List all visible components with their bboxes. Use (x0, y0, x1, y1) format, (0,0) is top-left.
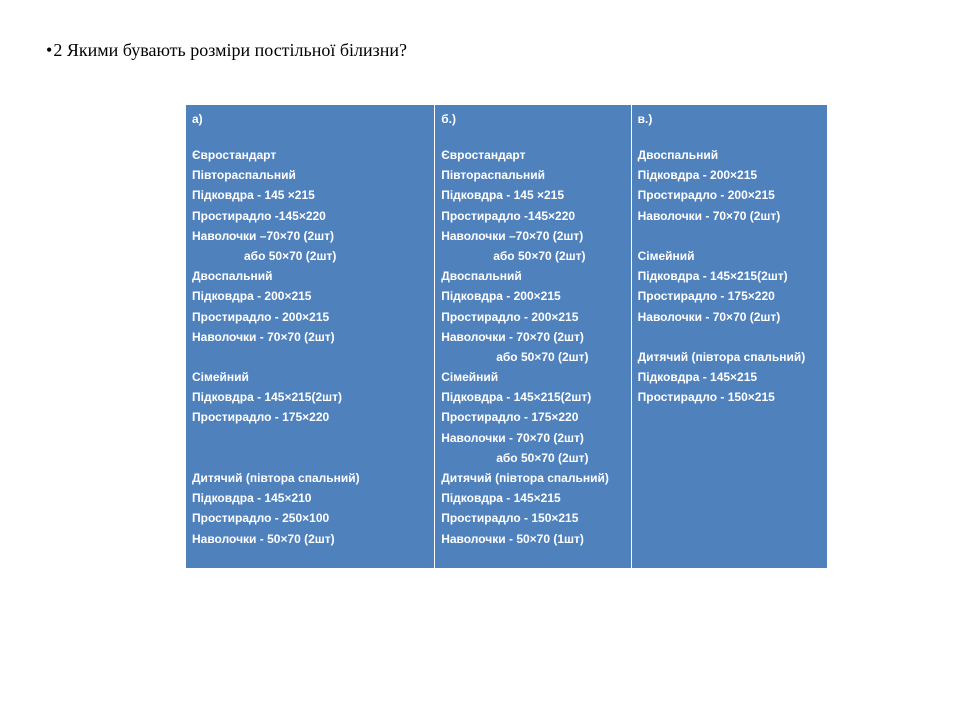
table-line: Сімейний (192, 370, 249, 385)
table-line: Наволочки –70×70 (2шт) (192, 228, 335, 243)
table-line: Підковдра - 145×215(2шт) (637, 269, 788, 284)
column-lines (441, 145, 630, 549)
table-line: Двоспальний (637, 148, 719, 162)
table-line: або 50×70 (2шт) (496, 349, 589, 364)
table-line (192, 428, 434, 448)
table-line: Наволочки - 50×70 (2шт) (192, 531, 335, 546)
table-line: Простирадло - 200×215 (441, 309, 579, 324)
table-line: Сімейний (441, 370, 499, 385)
table-line: Підковдра - 200×215 (637, 168, 758, 183)
table-line: Підковдра - 200×215 (441, 289, 561, 304)
column-c (632, 105, 827, 568)
table-line: Підковдра - 145×215 (441, 491, 561, 506)
bullet-glyph: • (46, 40, 53, 60)
table-line: або 50×70 (2шт) (496, 450, 589, 465)
table-line: Підковдра - 145 ×215 (192, 188, 315, 203)
table-line: Підковдра - 145 ×215 (441, 188, 565, 203)
table-line (638, 226, 827, 246)
table-line (192, 448, 434, 468)
column-header: а) (192, 112, 203, 126)
table-line: Простирадло - 175×220 (637, 289, 775, 304)
table-line: Простирадло - 250×100 (192, 511, 330, 526)
table-line: або 50×70 (2шт) (244, 248, 337, 263)
table-line: Простирадло - 150×215 (441, 511, 579, 526)
table-line (638, 327, 827, 347)
table-line: Двоспальний (192, 269, 273, 284)
table-line: Простирадло - 175×220 (192, 410, 330, 425)
table-line: Дитячий (півтора спальний) (192, 471, 360, 485)
table-line: Дитячий (півтора спальний) (441, 471, 609, 485)
table-line: Простирадло - 150×215 (637, 390, 775, 405)
column-header: в.) (637, 112, 653, 126)
column-lines (638, 145, 827, 407)
table-line: Простирадло - 200×215 (637, 188, 775, 203)
table-line (192, 347, 434, 367)
table-line: Простирадло -145×220 (441, 208, 576, 223)
table-line: Євростандарт (441, 148, 526, 162)
table-line: Двоспальний (441, 269, 522, 284)
table-line: Підковдра - 145×215(2шт) (441, 390, 592, 405)
table-line: Простирадло - 175×220 (441, 410, 579, 425)
table-line: Півтораспальний (441, 168, 546, 183)
table-line: Підковдра - 145×215 (637, 370, 758, 385)
title-text: 2 Якими бувають розміри постільної білизни? (53, 40, 408, 60)
table-line: Підковдра - 145×210 (192, 491, 312, 506)
table-line: Дитячий (півтора спальний) (637, 349, 806, 364)
table-line: або 50×70 (2шт) (493, 248, 586, 263)
table-line: Наволочки - 50×70 (1шт) (441, 531, 584, 546)
table-line: Підковдра - 145×215(2шт) (192, 390, 343, 405)
table-line: Півтораспальний (192, 168, 296, 183)
table-line: Наволочки - 70×70 (2шт) (637, 208, 781, 223)
column-lines (192, 145, 434, 549)
table-line: Простирадло - 200×215 (192, 309, 330, 324)
table-line: Наволочки - 70×70 (2шт) (637, 309, 781, 324)
table-line: Наволочки –70×70 (2шт) (441, 228, 584, 243)
table-line: Простирадло -145×220 (192, 208, 326, 223)
bedding-sizes-table (185, 104, 828, 569)
table-line: Наволочки - 70×70 (2шт) (192, 329, 335, 344)
column-b (435, 105, 631, 568)
column-a (186, 105, 435, 568)
table-line: Євростандарт (192, 148, 277, 162)
table-line: Наволочки - 70×70 (2шт) (441, 329, 584, 344)
column-header: б.) (441, 112, 456, 126)
slide-title (46, 40, 407, 61)
table-line: Наволочки - 70×70 (2шт) (441, 430, 584, 445)
table-line: Сімейний (637, 248, 695, 263)
table-line: Підковдра - 200×215 (192, 289, 312, 304)
